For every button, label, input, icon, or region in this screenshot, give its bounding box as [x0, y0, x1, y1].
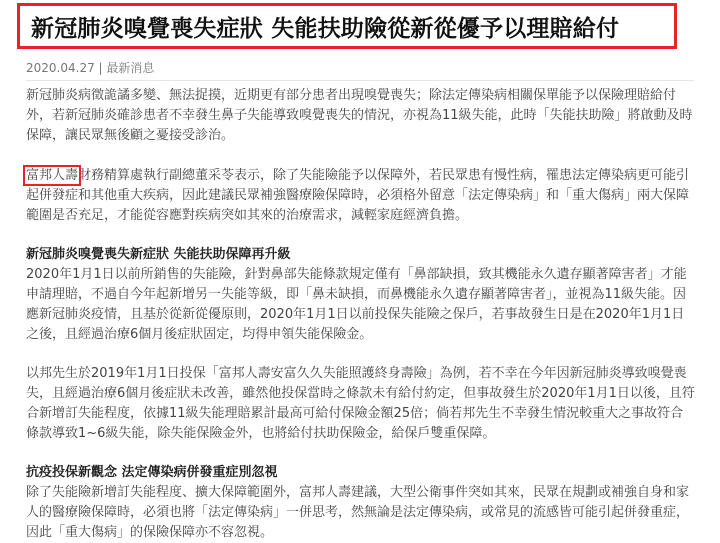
paragraph-2 — [26, 166, 696, 226]
paragraph-2-text: 財務精算處執行副總董采苓表示，除了失能險能予以保障外，若民眾患有慢性病，罹患法定傳染病更可能引起併發症和其他重大疾病，因此建議民眾補強醫療險保障時，必須格外留意「法定傳染病」和「重大傷病」兩大保障範圍是否充足，才能從容應對疾病突如其來的治療需求，減輕家庭經濟負擔。 — [26, 168, 690, 223]
page-title: 新冠肺炎嗅覺喪失症狀 失能扶助險從新從優予以理賠給付 — [31, 15, 620, 42]
paragraph-3: 2020年1月1日以前所銷售的失能險，針對鼻部失能條款規定僅有「鼻部缺損，致其機能永久遺存顯著障害者」才能申請理賠，不過自今年起新增另一失能等級，即「鼻未缺損，而鼻機能永久遺存顯著障害者」，並視為11級失能。因應新冠肺炎疫情，且基於從新從優原則，2020年1月1日以前投保失能險之保戶，若事故發生日是在2020年1月1日之後，且經過治療6個月後症狀固定，均得申領失能保險金。 — [26, 267, 687, 342]
highlighted-company-name: 富邦人壽 — [26, 168, 79, 183]
section-heading-1: 新冠肺炎嗅覺喪失新症狀 失能扶助保障再升級 — [26, 247, 291, 262]
paragraph-4: 以邦先生於2019年1月1日投保「富邦人壽安富久久失能照護終身壽險」為例，若不幸在今年因新冠肺炎導致嗅覺喪失，且經過治療6個月後症狀未改善，雖然他投保當時之條款未有給付約定，但事故發生於2020年1月1日以後，且符合新增訂失能程度，依據11級失能理賠累計最高可給付保險金額25倍；倘若邦先生不幸發生情況較重大之事故符合條款導致1~6級失能，除失能保險金外，也將給付扶助保險金，給保戶雙重保障。 — [26, 366, 695, 441]
meta-separator: | — [98, 61, 103, 75]
article-date: 2020.04.27 — [26, 61, 95, 75]
section-heading-2: 抗疫投保新觀念 法定傳染病併發重症別忽視 — [26, 465, 278, 480]
article-meta — [26, 59, 154, 76]
divider — [26, 80, 694, 81]
paragraph-1: 新冠肺炎病徵詭譎多變、無法捉摸，近期更有部分患者出現嗅覺喪失；除法定傳染病相關保單能予以保險理賠給付外，若新冠肺炎確診患者不幸發生鼻子失能導致嗅覺喪失的情況，亦視為11級失能，此時「失能扶助險」將啟動及時保障，讓民眾無後顧之憂接受診治。 — [26, 88, 693, 143]
category-link[interactable]: 最新消息 — [106, 61, 155, 75]
paragraph-5: 除了失能險新增訂失能程度、擴大保障範圍外，富邦人壽建議，大型公衛事件突如其來，民眾在規劃或補強自身和家人的醫療險保障時，必須也將「法定傳染病」一併思考，然無論是法定傳染病，或常見的流感皆可能引起併發重症，因此「重大傷病」的保險保障亦不容忽視。 — [26, 485, 690, 540]
title-highlight-box — [17, 3, 677, 49]
article-body — [26, 86, 696, 543]
